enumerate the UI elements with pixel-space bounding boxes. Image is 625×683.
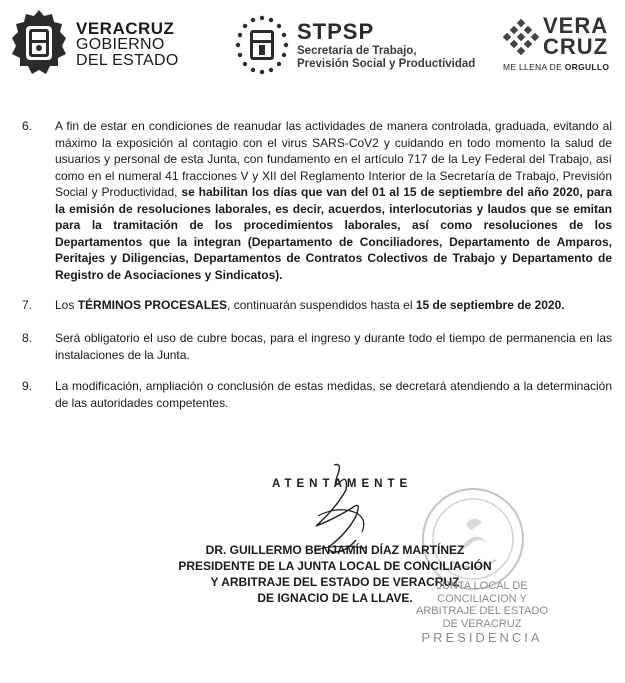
item-text	[55, 297, 612, 314]
stamp-line: CONCILIACION Y	[437, 592, 527, 605]
letterhead	[0, 0, 625, 100]
brand-word-vera: VERA	[543, 13, 609, 38]
signature-block	[0, 460, 625, 683]
veracruz-brand-logo	[503, 13, 615, 72]
signatory-title-3: DE IGNACIO DE LA LLAVE.	[257, 591, 413, 605]
item-number: 8.	[22, 331, 33, 345]
logo-line-veracruz: VERACRUZ	[76, 18, 175, 38]
stamp-line: ARBITRAJE DEL ESTADO	[415, 605, 549, 617]
item-text-bold: se habilitan los días que van del 01 al 15 de septiembre del año 2020, para la emisión de resoluciones laborales, es decir, acuerdos, interlocutorias y laudos que se emitan para la tramitación de los procedimientos laborales, así como resoluciones de los Departamentos que la integran (Departamento de Conciliadores, Departamento de Amparos, Peritajes y Diligencias, Departamentos de Contratos Colectivos de Trabajo y Departamento de Registro de Asociaciones y Sindicatos).	[55, 185, 612, 282]
item-text-bold: 15 de septiembre de 2020.	[415, 298, 565, 312]
stpsp-subtitle-1: Secretaría de Trabajo,	[297, 44, 417, 57]
logo-line-del-estado: DEL ESTADO	[76, 51, 179, 69]
closing-salutation: ATENTAMENTE	[272, 478, 413, 490]
signatory-title-1: PRESIDENTE DE LA JUNTA LOCAL DE CONCILIACIÓN	[178, 559, 492, 573]
signatory-name: DR. GUILLERMO BENJAMÍN DÍAZ MARTÍNEZ	[205, 543, 465, 557]
tagline-text: ME LLENA DE	[503, 61, 563, 72]
brand-word-cruz: CRUZ	[543, 33, 609, 59]
item-text-bold: TÉRMINOS PROCESALES	[77, 298, 228, 312]
stamp-line: DE VERACRUZ	[442, 617, 522, 630]
tagline-bold: ORGULLO	[564, 61, 610, 72]
item-text: Será obligatorio el uso de cubre bocas, para el ingreso y durante todo el tiempo de permanencia en las instalaciones de la Junta.	[55, 331, 612, 362]
item-number: 7.	[22, 298, 33, 312]
stamp-line: JUNTA LOCAL DE	[436, 580, 528, 592]
item-text: La modificación, ampliación o conclusión de estas medidas, se decretará atendiendo a la determinación de las autoridades competentes.	[55, 379, 612, 410]
official-stamp	[412, 580, 552, 645]
stamp-presidencia: PRESIDENCIA	[421, 630, 543, 645]
item-text-plain: , continuarán suspendidos hasta el	[227, 298, 416, 312]
item-number: 6.	[22, 119, 33, 133]
logo-line-gobierno: GOBIERNO	[76, 35, 165, 53]
stpsp-shield-icon	[233, 14, 291, 76]
flower-pattern-icon	[503, 19, 539, 55]
item-text-plain: A fin de estar en condiciones de reanudar las actividades de manera controlada, graduada, evitando al máximo la exposición al contagio con el virus SARS-CoV2 y cuidando en todo momento la salud de usuarios y personal de esta Junta, con fundamento en el artículo 717 de la Ley Federal del Trabajo, así como en el numeral 41 fracciones V y XII del Reglamento Interior de la Secretaría de Trabajo, Previsión Social y Productividad,	[55, 119, 612, 199]
item-text	[55, 118, 612, 283]
state-coat-of-arms-icon	[8, 8, 70, 80]
signatory-title-2: Y ARBITRAJE DEL ESTADO DE VERACRUZ	[210, 575, 460, 589]
item-number: 9.	[22, 379, 33, 393]
stpsp-logo	[233, 14, 475, 76]
veracruz-government-logo	[8, 8, 179, 80]
brand-tagline	[503, 62, 615, 72]
item-text-plain: Los	[55, 298, 78, 312]
stpsp-title: STPSP	[297, 18, 375, 44]
stpsp-subtitle-2: Previsión Social y Productividad	[297, 58, 476, 70]
